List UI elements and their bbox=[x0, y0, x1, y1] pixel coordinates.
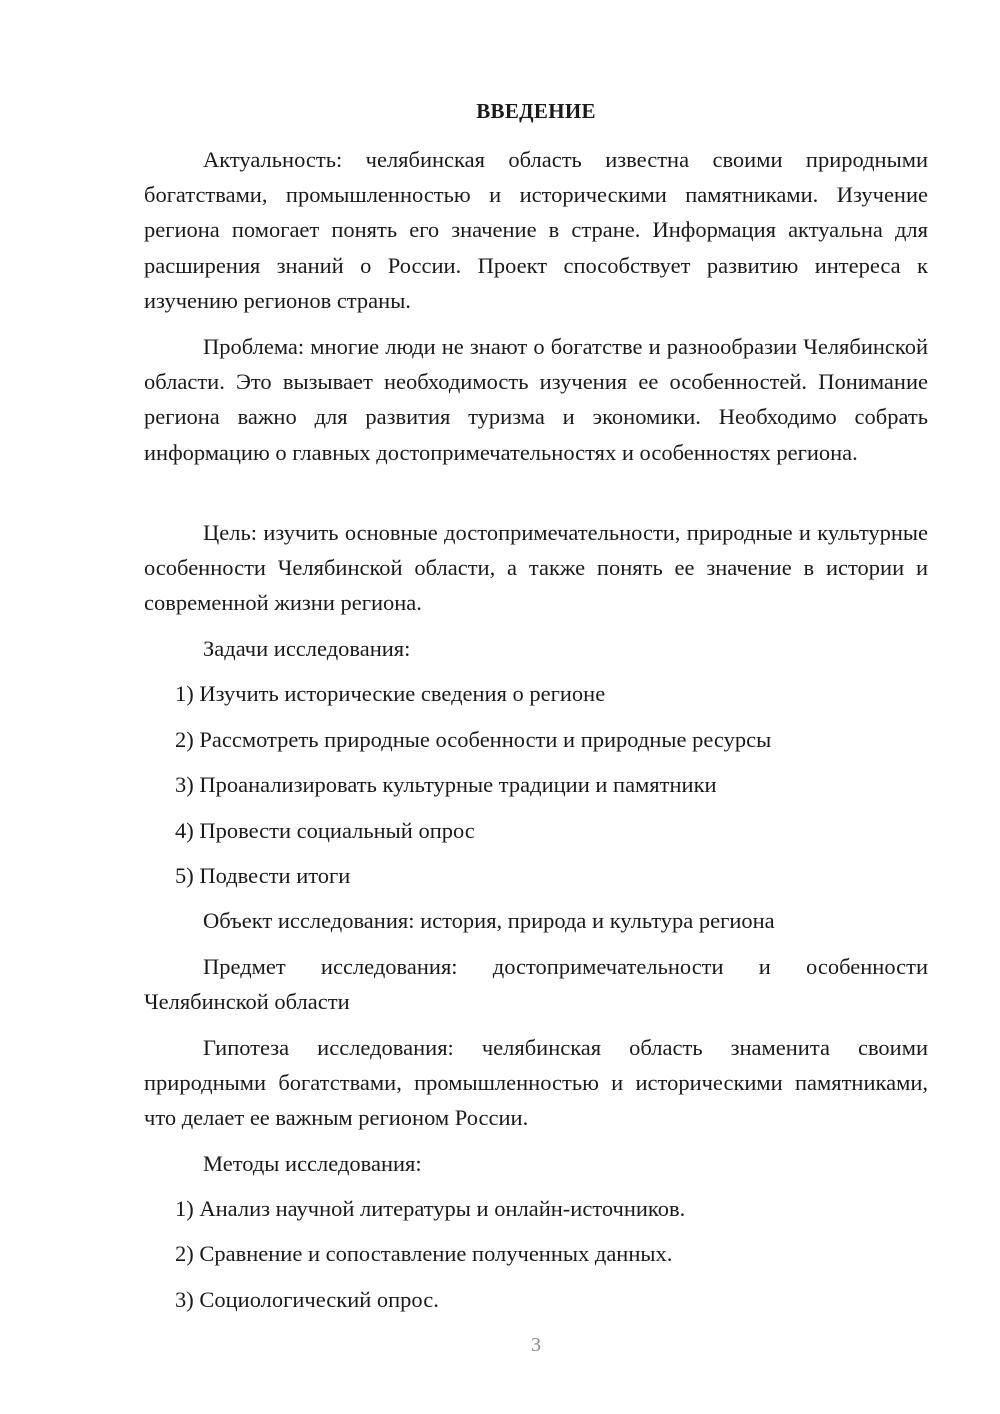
object-line: Объект исследования: история, природа и культура региона bbox=[203, 908, 775, 933]
goal-paragraph: Цель: изучить основные достопримечательности, природные и культурные особенности Челябинской области, а также понять ее значение в истории и современной жизни региона. bbox=[144, 520, 928, 616]
subject-paragraph: Предмет исследования: достопримечательности и особенности Челябинской области bbox=[144, 954, 928, 1015]
document-page bbox=[144, 0, 928, 1414]
section-heading: ВВЕДЕНИЕ bbox=[476, 99, 596, 123]
method-item: 2) Сравнение и сопоставление полученных данных. bbox=[175, 1241, 673, 1266]
methods-title: Методы исследования: bbox=[203, 1151, 422, 1176]
task-item: 2) Рассмотреть природные особенности и природные ресурсы bbox=[175, 727, 772, 752]
task-item: 3) Проанализировать культурные традиции и памятники bbox=[175, 772, 717, 797]
problem-paragraph: Проблема: многие люди не знают о богатстве и разнообразии Челябинской области. Это вызывает необходимость изучения ее особенностей. Понимание региона важно для развития туризма и экономики. Необходимо собрать информацию о главных достопримечательностях и особенностях региона. bbox=[144, 334, 928, 465]
method-item: 3) Социологический опрос. bbox=[175, 1287, 439, 1312]
tasks-title: Задачи исследования: bbox=[203, 636, 411, 661]
hypothesis-paragraph: Гипотеза исследования: челябинская область знаменита своими природными богатствами, промышленностью и историческими памятниками, что делает ее важным регионом России. bbox=[144, 1035, 928, 1131]
task-item: 4) Провести социальный опрос bbox=[175, 818, 475, 843]
task-item: 1) Изучить исторические сведения о регионе bbox=[175, 681, 606, 706]
method-item: 1) Анализ научной литературы и онлайн-источников. bbox=[175, 1196, 686, 1221]
relevance-paragraph: Актуальность: челябинская область известна своими природными богатствами, промышленностью и историческими памятниками. Изучение региона помогает понять его значение в стране. Информация актуальна для расширения знаний о России. Проект способствует развитию интереса к изучению регионов страны. bbox=[144, 147, 928, 313]
task-item: 5) Подвести итоги bbox=[175, 863, 351, 888]
page-number: 3 bbox=[531, 1334, 541, 1356]
